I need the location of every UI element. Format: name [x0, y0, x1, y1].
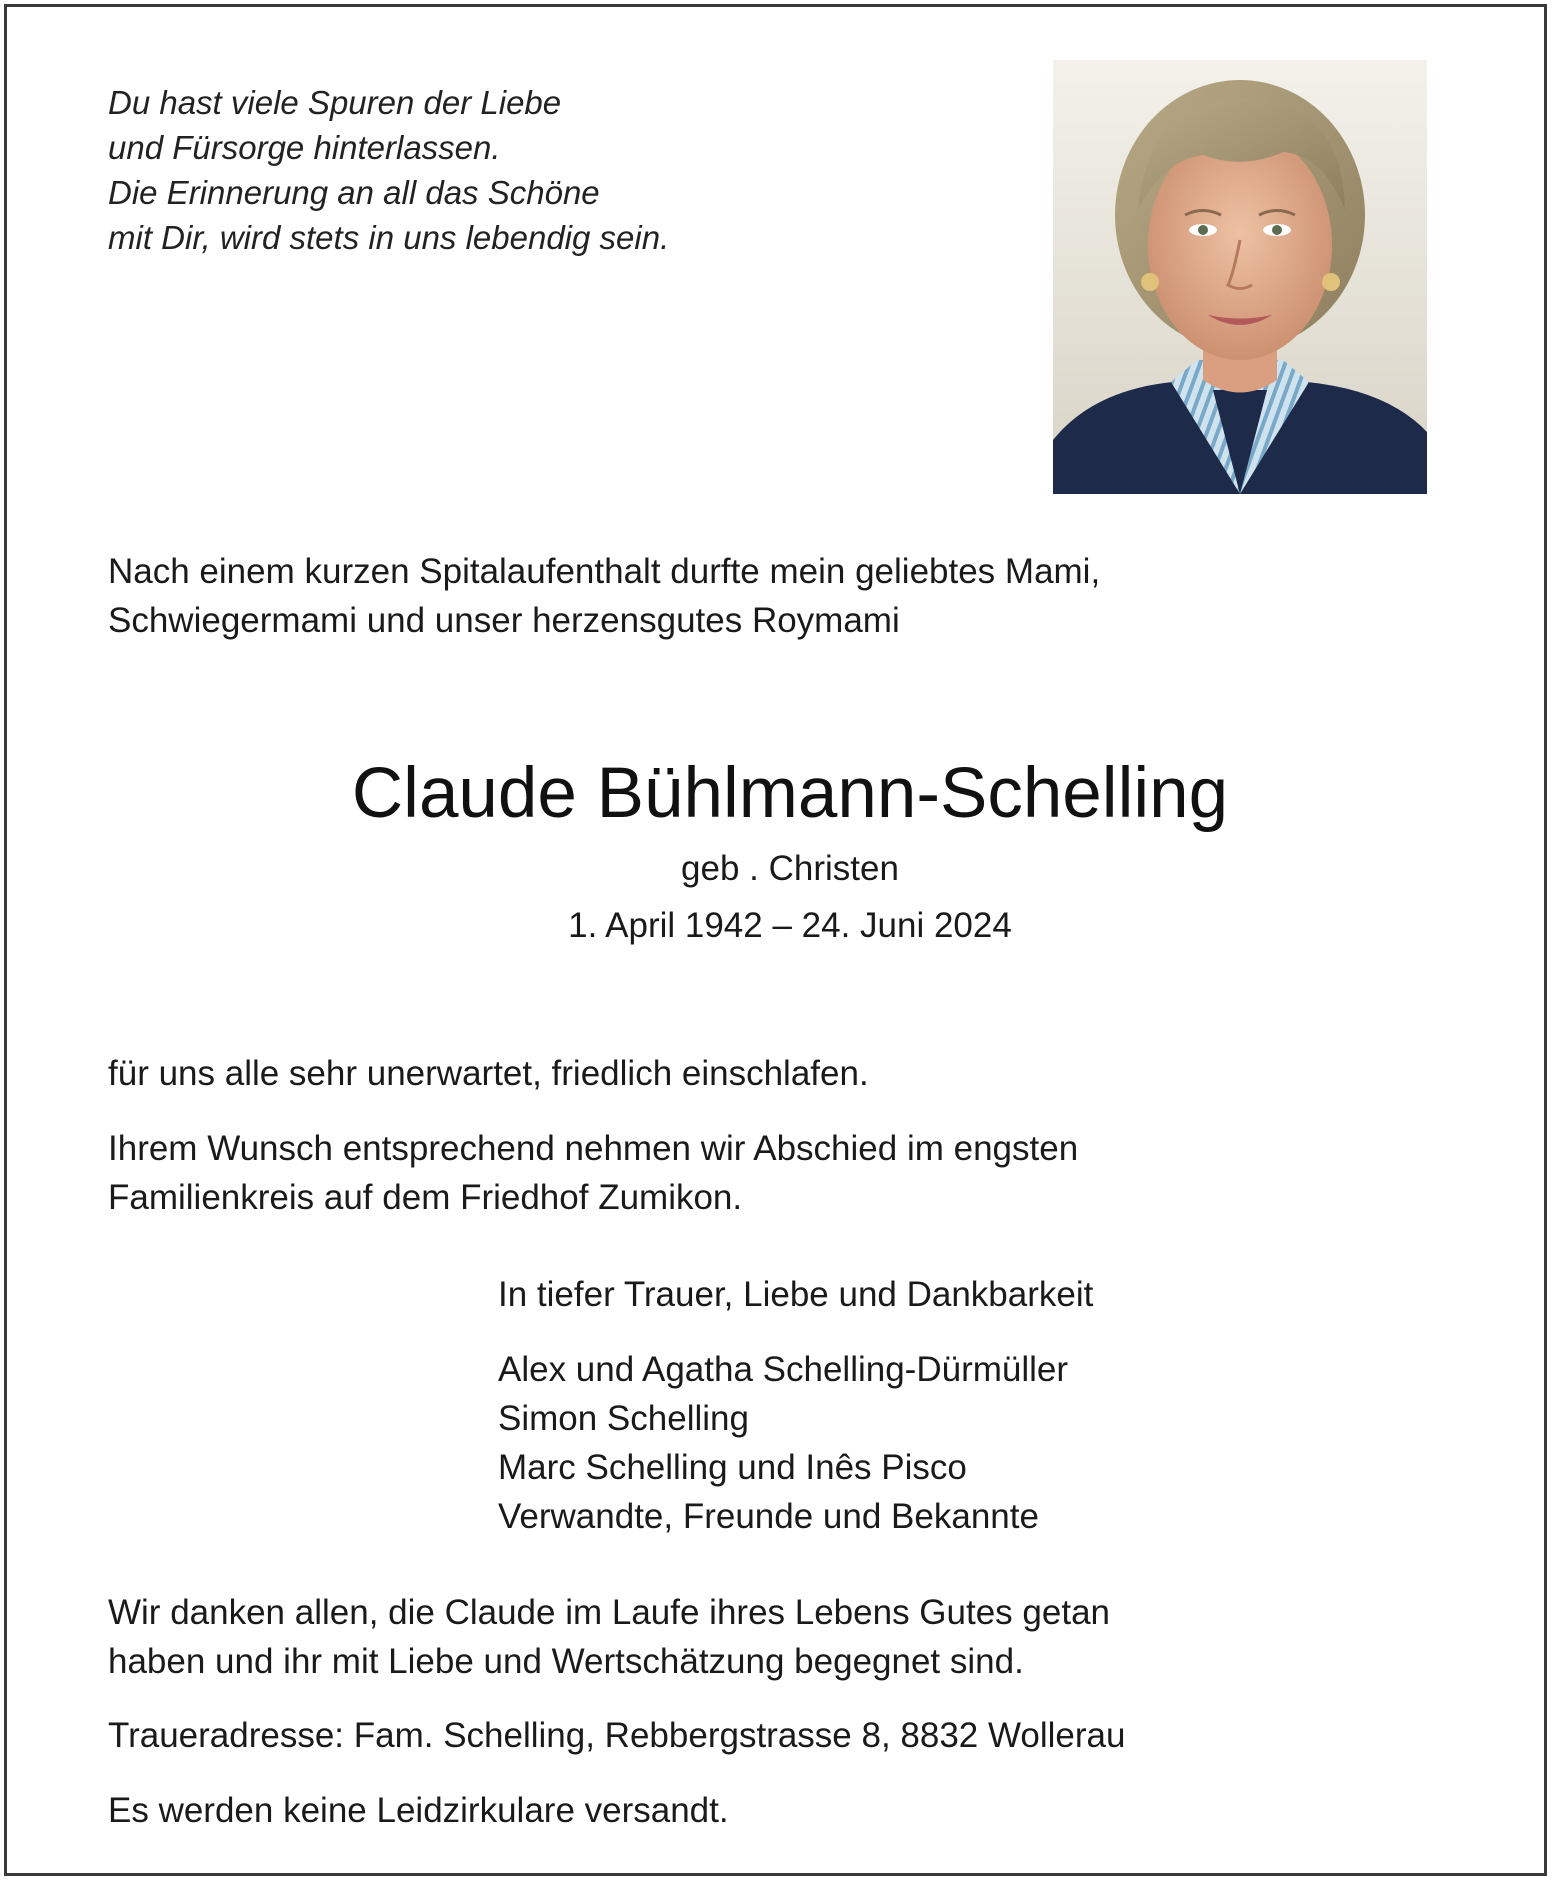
mourning-address: Traueradresse: Fam. Schelling, Rebbergstrasse 8, 8832 Wollerau — [108, 1716, 1126, 1755]
intro-line: Nach einem kurzen Spitalaufenthalt durfte mein geliebtes Mami, — [108, 552, 1101, 591]
thanks-line: haben und ihr mit Liebe und Wertschätzung begegnet sind. — [108, 1642, 1024, 1681]
farewell-line: Familienkreis auf dem Friedhof Zumikon. — [108, 1178, 743, 1217]
maiden-name: geb . Christen — [681, 849, 899, 888]
life-dates: 1. April 1942 – 24. Juni 2024 — [568, 906, 1012, 945]
portrait-photo — [1053, 60, 1427, 494]
passing-text: für uns alle sehr unerwartet, friedlich einschlafen. — [108, 1054, 869, 1093]
mourners-list — [498, 1345, 1068, 1541]
poem-line: Du hast viele Spuren der Liebe — [108, 84, 562, 121]
mourner-name: Verwandte, Freunde und Bekannte — [498, 1497, 1039, 1536]
poem-line: mit Dir, wird stets in uns lebendig sein. — [108, 219, 670, 256]
thanks-line: Wir danken allen, die Claude im Laufe ihres Lebens Gutes getan — [108, 1593, 1110, 1632]
poem-line: und Fürsorge hinterlassen. — [108, 129, 501, 166]
intro-line: Schwiegermami und unser herzensgutes Roymami — [108, 601, 900, 640]
farewell-text — [108, 1124, 1078, 1222]
thanks-text — [108, 1588, 1110, 1686]
poem-line: Die Erinnerung an all das Schöne — [108, 174, 600, 211]
intro-text — [108, 547, 1100, 645]
mourner-name: Marc Schelling und Inês Pisco — [498, 1448, 967, 1487]
mourner-name: Simon Schelling — [498, 1399, 749, 1438]
farewell-line: Ihrem Wunsch entsprechend nehmen wir Abschied im engsten — [108, 1129, 1079, 1168]
closing-note: Es werden keine Leidzirkulare versandt. — [108, 1791, 729, 1830]
mourner-name: Alex und Agatha Schelling-Dürmüller — [498, 1350, 1069, 1389]
poem — [108, 80, 669, 260]
deceased-name: Claude Bühlmann-Schelling — [351, 754, 1229, 833]
mourners-heading: In tiefer Trauer, Liebe und Dankbarkeit — [498, 1275, 1094, 1314]
